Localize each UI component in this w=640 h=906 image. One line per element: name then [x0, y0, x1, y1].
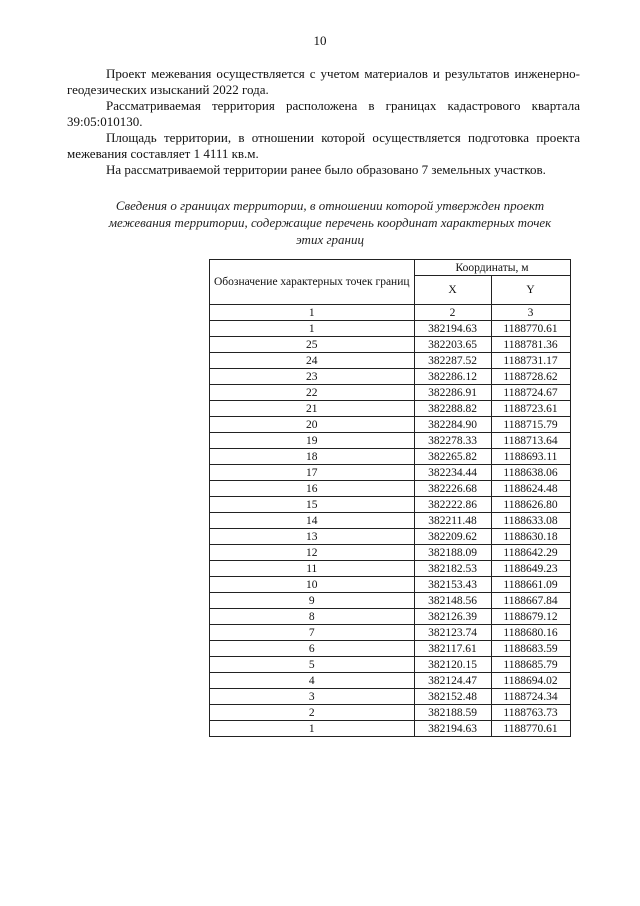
point-number-cell: 2: [210, 705, 415, 721]
x-coordinate-cell: 382194.63: [414, 721, 491, 737]
table-row: [210, 321, 571, 337]
point-number-cell: 25: [210, 337, 415, 353]
point-number-cell: 23: [210, 369, 415, 385]
x-coordinate-cell: 382182.53: [414, 561, 491, 577]
point-number-cell: 20: [210, 417, 415, 433]
point-number-cell: 13: [210, 529, 415, 545]
y-coordinate-cell: 1188728.62: [491, 369, 570, 385]
y-coordinate-cell: 1188770.61: [491, 321, 570, 337]
x-coordinate-cell: 382153.43: [414, 577, 491, 593]
table-row: [210, 545, 571, 561]
x-coordinate-cell: 382188.59: [414, 705, 491, 721]
y-coordinate-cell: 1188724.67: [491, 385, 570, 401]
page-number: 10: [313, 33, 327, 48]
point-number-cell: 1: [210, 721, 415, 737]
y-coordinate-cell: 1188679.12: [491, 609, 570, 625]
point-number-cell: 15: [210, 497, 415, 513]
table-row: [210, 369, 571, 385]
table-row: [210, 609, 571, 625]
table-row: [210, 353, 571, 369]
point-number-cell: 11: [210, 561, 415, 577]
point-number-cell: 24: [210, 353, 415, 369]
point-number-cell: 6: [210, 641, 415, 657]
x-coordinate-cell: 382209.62: [414, 529, 491, 545]
point-number-cell: 5: [210, 657, 415, 673]
table-row: [210, 673, 571, 689]
table-row: [210, 721, 571, 737]
x-coordinate-cell: 382278.33: [414, 433, 491, 449]
paragraph-area: Площадь территории, в отношении которой осуществляется подготовка проекта межевания составляет 1 4111 кв.м.: [67, 130, 580, 161]
point-number-cell: 22: [210, 385, 415, 401]
header-x: X: [414, 276, 491, 305]
x-coordinate-cell: 382226.68: [414, 481, 491, 497]
table-row: [210, 657, 571, 673]
table-row: [210, 465, 571, 481]
coordinates-table: [209, 259, 571, 737]
body-text: [67, 66, 580, 178]
point-number-cell: 14: [210, 513, 415, 529]
point-number-cell: 17: [210, 465, 415, 481]
header-coordinates: Координаты, м: [414, 260, 570, 276]
table-header-row: [210, 260, 571, 276]
point-number-cell: 16: [210, 481, 415, 497]
x-coordinate-cell: 382152.48: [414, 689, 491, 705]
x-coordinate-cell: 382194.63: [414, 321, 491, 337]
y-coordinate-cell: 1188731.17: [491, 353, 570, 369]
table-row: [210, 433, 571, 449]
x-coordinate-cell: 382288.82: [414, 401, 491, 417]
y-coordinate-cell: 1188624.48: [491, 481, 570, 497]
y-coordinate-cell: 1188694.02: [491, 673, 570, 689]
x-coordinate-cell: 382286.91: [414, 385, 491, 401]
y-coordinate-cell: 1188642.29: [491, 545, 570, 561]
table-row: [210, 497, 571, 513]
y-coordinate-cell: 1188630.18: [491, 529, 570, 545]
point-number-cell: 19: [210, 433, 415, 449]
point-number-cell: 7: [210, 625, 415, 641]
point-number-cell: 12: [210, 545, 415, 561]
table-row: [210, 625, 571, 641]
y-coordinate-cell: 1188661.09: [491, 577, 570, 593]
x-coordinate-cell: 382234.44: [414, 465, 491, 481]
x-coordinate-cell: 382120.15: [414, 657, 491, 673]
x-coordinate-cell: 382222.86: [414, 497, 491, 513]
y-coordinate-cell: 1188724.34: [491, 689, 570, 705]
y-coordinate-cell: 1188667.84: [491, 593, 570, 609]
paragraph-surveys: Проект межевания осуществляется с учетом материалов и результатов инженерно-геодезических изысканий 2022 года.: [67, 66, 580, 97]
y-coordinate-cell: 1188633.08: [491, 513, 570, 529]
y-coordinate-cell: 1188680.16: [491, 625, 570, 641]
point-number-cell: 18: [210, 449, 415, 465]
column-number: 1: [210, 305, 415, 321]
x-coordinate-cell: 382286.12: [414, 369, 491, 385]
header-point-designation: Обозначение характерных точек границ: [210, 260, 415, 305]
paragraph-cadastral-quarter: Рассматриваемая территория расположена в границах кадастрового квартала 39:05:010130.: [67, 98, 580, 129]
table-row: [210, 337, 571, 353]
x-coordinate-cell: 382124.47: [414, 673, 491, 689]
header-y: Y: [491, 276, 570, 305]
y-coordinate-cell: 1188693.11: [491, 449, 570, 465]
y-coordinate-cell: 1188683.59: [491, 641, 570, 657]
x-coordinate-cell: 382148.56: [414, 593, 491, 609]
x-coordinate-cell: 382117.61: [414, 641, 491, 657]
table-row: [210, 401, 571, 417]
x-coordinate-cell: 382123.74: [414, 625, 491, 641]
y-coordinate-cell: 1188781.36: [491, 337, 570, 353]
table-row: [210, 641, 571, 657]
table-row: [210, 577, 571, 593]
x-coordinate-cell: 382211.48: [414, 513, 491, 529]
table-row: [210, 561, 571, 577]
point-number-cell: 10: [210, 577, 415, 593]
point-number-cell: 4: [210, 673, 415, 689]
table-row: [210, 417, 571, 433]
point-number-cell: 1: [210, 321, 415, 337]
table-caption: Сведения о границах территории, в отношении которой утвержден проект межевания территории, содержащие перечень координат характерных точек этих границ: [108, 198, 552, 247]
table-row: [210, 593, 571, 609]
table-row: [210, 449, 571, 465]
point-number-cell: 21: [210, 401, 415, 417]
x-coordinate-cell: 382284.90: [414, 417, 491, 433]
y-coordinate-cell: 1188715.79: [491, 417, 570, 433]
x-coordinate-cell: 382203.65: [414, 337, 491, 353]
table-row: [210, 529, 571, 545]
point-number-cell: 3: [210, 689, 415, 705]
y-coordinate-cell: 1188649.23: [491, 561, 570, 577]
table-row: [210, 385, 571, 401]
column-number-row: [210, 305, 571, 321]
y-coordinate-cell: 1188638.06: [491, 465, 570, 481]
paragraph-land-plots: На рассматриваемой территории ранее было образовано 7 земельных участков.: [106, 162, 546, 177]
column-number: 3: [491, 305, 570, 321]
y-coordinate-cell: 1188770.61: [491, 721, 570, 737]
x-coordinate-cell: 382287.52: [414, 353, 491, 369]
y-coordinate-cell: 1188626.80: [491, 497, 570, 513]
table-row: [210, 513, 571, 529]
x-coordinate-cell: 382126.39: [414, 609, 491, 625]
table-row: [210, 689, 571, 705]
y-coordinate-cell: 1188723.61: [491, 401, 570, 417]
point-number-cell: 9: [210, 593, 415, 609]
table-row: [210, 481, 571, 497]
x-coordinate-cell: 382188.09: [414, 545, 491, 561]
x-coordinate-cell: 382265.82: [414, 449, 491, 465]
column-number: 2: [414, 305, 491, 321]
y-coordinate-cell: 1188713.64: [491, 433, 570, 449]
point-number-cell: 8: [210, 609, 415, 625]
y-coordinate-cell: 1188763.73: [491, 705, 570, 721]
table-row: [210, 705, 571, 721]
y-coordinate-cell: 1188685.79: [491, 657, 570, 673]
coordinates-table-body: [210, 321, 571, 737]
